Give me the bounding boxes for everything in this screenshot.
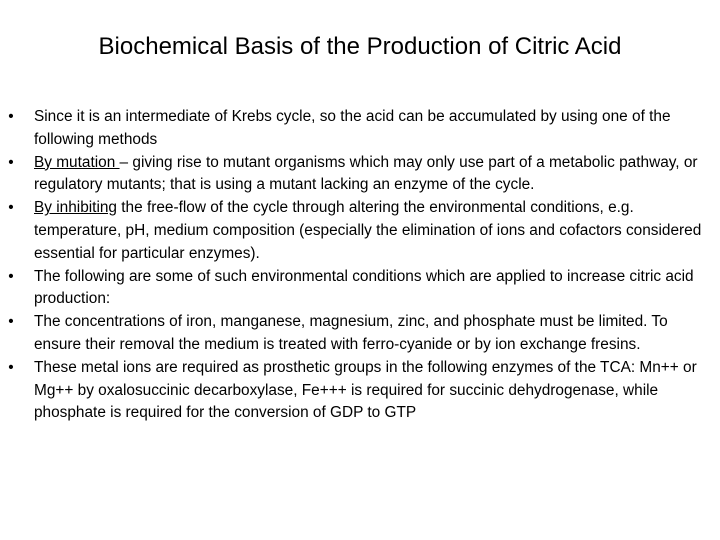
bullet-text: The concentrations of iron, manganese, magnesium, zinc, and phosphate must be limited. To ensure their removal the medium is treated with ferro-cyanide or by ion exchange fresins. bbox=[34, 313, 668, 353]
bullet-emphasis: By inhibiting bbox=[34, 199, 117, 217]
bullet-emphasis: By mutation bbox=[34, 153, 120, 171]
bullet-item bbox=[8, 152, 712, 198]
bullet-text: – giving rise to mutant organisms which may only use part of a metabolic pathway, or regulatory mutants; that is using a mutant lacking an enzyme of the cycle. bbox=[34, 153, 698, 194]
bullet-item bbox=[8, 197, 712, 265]
bullet-icon: • bbox=[8, 153, 14, 171]
bullet-icon: • bbox=[8, 267, 14, 285]
bullet-text: Since it is an intermediate of Krebs cycle, so the acid can be accumulated by using one of the following methods bbox=[34, 108, 671, 148]
bullet-text: The following are some of such environmental conditions which are applied to increase citric acid production: bbox=[34, 267, 694, 308]
bullet-icon: • bbox=[8, 313, 14, 331]
bullet-item bbox=[8, 266, 712, 312]
bullet-item bbox=[8, 357, 712, 425]
bullet-icon: • bbox=[8, 358, 14, 376]
bullet-list bbox=[8, 106, 712, 425]
slide-title: Biochemical Basis of the Production of Citric Acid bbox=[98, 33, 622, 60]
bullet-text: the free-flow of the cycle through altering the environmental conditions, e.g. temperature, pH, medium composition (especially the elimination of ions and cofactors considered essential for particular enzymes). bbox=[34, 199, 702, 262]
bullet-item bbox=[8, 311, 712, 357]
bullet-icon: • bbox=[8, 199, 14, 217]
bullet-icon: • bbox=[8, 108, 14, 125]
bullet-item bbox=[8, 106, 712, 152]
bullet-text: These metal ions are required as prosthetic groups in the following enzymes of the TCA: Mn++ or Mg++ by oxalosuccinic decarboxylase, Fe+++ is required for succinic dehydrogenase, while phosphate is required for the conversion of GDP to GTP bbox=[34, 358, 697, 422]
